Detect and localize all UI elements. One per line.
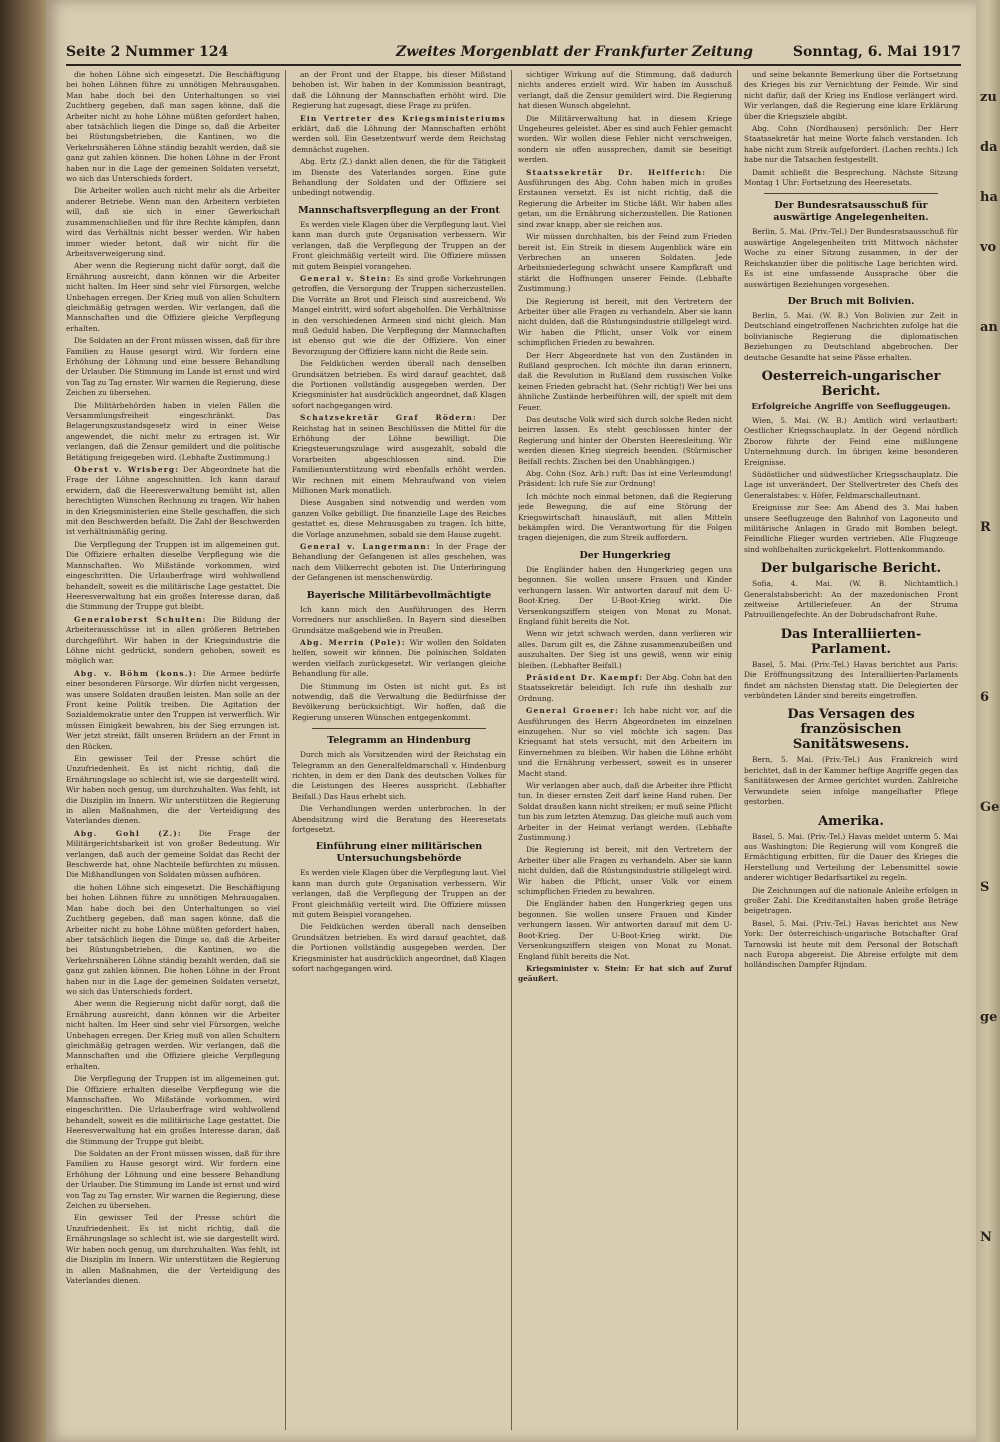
speech xyxy=(518,673,732,704)
speech-text: Die Armee bedürfe einer besonderen Fürsorge. Wir dürfen nicht vergessen, was unsere Soldaten draußen leisten. Man solle an der Front keine Politik treiben. Die Agitation der Sozialdemokratie unter den Truppen ist verwerflich. Wir müssen Einigkeit bewahren, bis der Sieg errungen ist. Wer jetzt streikt, fällt unseren Brüdern an der Front in den Rücken. xyxy=(66,668,280,751)
speech-text: Die Frage der Militärgerichtsbarkeit ist von großer Bedeutung. Wir verlangen, daß auch der gemeine Soldat das Recht der Beschwerde hat, ohne Nachteile befürchten zu müssen. Die Mißhandlungen von Soldaten müssen aufhören. xyxy=(66,828,280,880)
paragraph: Das deutsche Volk wird sich durch solche Reden nicht beirren lassen. Es steht geschlossen hinter der Regierung und hinter der Obersten Heeresleitung. Wir werden diesen Krieg siegreich beenden. (Stürmischer Beifall rechts. Zischen bei den Unabhängigen.) xyxy=(518,415,732,466)
paragraph: Aber wenn die Regierung nicht dafür sorgt, daß die Ernährung ausreicht, dann können wir die Arbeiter nicht halten. Im Heer sind sehr viel Fürsorgen, welche Unbehagen erregen. Der Krieg muß von allen Schultern gleichmäßig getragen werden. Wir verlangen, daß die Mannschaften und die Offiziere gleiche Verpflegung erhalten. xyxy=(66,999,280,1071)
paragraph: Die Engländer haben den Hungerkrieg gegen uns begonnen. Sie wollen unsere Frauen und Kinder verhungern lassen. Wir antworten darauf mit dem U-Boot-Krieg. Der U-Boot-Krieg wirkt. Die Versenkungsziffern steigen von Monat zu Monat. England fühlt bereits die Not. xyxy=(518,564,732,626)
paragraph: Sofia, 4. Mai. (W. B. Nichtamtlich.) Generalstabsbericht: An der mazedonischen Front zeitweise Artilleriefeuer. An der Struma Patrouillengefechte. An der Dobrudschafront Ruhe. xyxy=(744,579,958,620)
section-heading: Der Bruch mit Bolivien. xyxy=(787,295,915,307)
section-heading: Mannschaftsverpflegung an der Front xyxy=(298,204,500,216)
paragraph: Wien, 5. Mai. (W. B.) Amtlich wird verlautbart: Oestlicher Kriegsschauplatz. In der Gegend nördlich Zborow führte der Feind eine mißlungene Unternehmung durch. Im übrigen keine besonderen Ereignisse. xyxy=(744,415,958,467)
speech xyxy=(292,638,506,680)
speech-text: Wir wollen den Soldaten helfen, soweit wir können. Die polnischen Soldaten werden vielfach zurückgesetzt. Wir verlangen gleiche Behandlung für alle. xyxy=(292,637,506,679)
paragraph: Ein gewisser Teil der Presse schürt die Unzufriedenheit. Es ist nicht richtig, daß die Ernährungslage so schlecht ist, wie sie dargestellt wird. Wir haben noch genug, um durchzuhalten. Was fehlt, ist die Disziplin im Innern. Wir unterstützen die Regierung in allen Maßnahmen, die der Verteidigung des Vaterlandes dienen. xyxy=(66,1213,280,1285)
speech-text: Der Abgeordnete hat die Frage der Löhne angeschnitten. Ich kann darauf erwidern, daß die Heeresverwaltung bemüht ist, allen berechtigten Wünschen Rechnung zu tragen. Wir haben in den Kriegsministerien eine Stelle geschaffen, die sich mit den Beschwerden befaßt. Die Zahl der Beschwerden ist verhältnismäßig gering. xyxy=(66,465,280,537)
closing-line: Kriegsminister v. Stein: Er hat sich auf Zuruf geäußert. xyxy=(518,963,732,984)
speaker-name: Staatssekretär Dr. Helfferich: xyxy=(526,167,707,177)
speech-text: erklärt, daß die Löhnung der Mannschaften erhöht werden soll. Ein Gesetzentwurf werde dem Reichstag demnächst zugehen. xyxy=(292,124,506,154)
page-header xyxy=(66,44,961,66)
speech xyxy=(66,829,280,881)
paragraph: Die Regierung ist bereit, mit den Vertretern der Arbeiter über alle Fragen zu verhandeln. Aber sie kann nicht dulden, daß die Rüstungsindustrie stillgelegt wird. Wir haben die Pflicht, unser Volk vor einem schimpflichen Frieden zu bewahren. xyxy=(518,845,732,897)
section-heading: Telegramm an Hindenburg xyxy=(327,735,471,747)
margin-fragment: R xyxy=(980,520,991,535)
column-1 xyxy=(66,70,280,1430)
paragraph: Abg. Ertz (Z.) dankt allen denen, die für die Tätigkeit im Dienste des Vaterlandes sorgen. Eine gute Behandlung der Soldaten und der Offiziere sei unbedingt notwendig. xyxy=(292,157,506,198)
paragraph: Die Regierung ist bereit, mit den Vertretern der Arbeiter über alle Fragen zu verhandeln. Aber sie kann nicht dulden, daß die Rüstungsindustrie stillgelegt wird. Wir haben die Pflicht, unser Volk vor einem schimpflichen Frieden zu bewahren. xyxy=(518,296,732,348)
margin-fragment: Ge xyxy=(980,800,1000,815)
speech xyxy=(66,615,280,667)
margin-fragment: ge xyxy=(980,1010,998,1025)
section-heading: Einführung einer militärischen Untersuchungsbehörde xyxy=(315,841,483,865)
paragraph: Die Zeichnungen auf die nationale Anleihe erfolgen in großer Zahl. Die Kreditanstalten haben große Beträge beigetragen. xyxy=(744,885,958,916)
paragraph: Die Stimmung im Osten ist nicht gut. Es ist notwendig, daß die Verwaltung die Bedürfnisse der Bevölkerung berücksichtigt. Wir hoffen, daß die Regierung unseren Wünschen entgegenkommt. xyxy=(292,681,506,722)
column-3 xyxy=(518,70,732,1430)
margin-fragment: N xyxy=(980,1230,992,1245)
paragraph: Es werden viele Klagen über die Verpflegung laut. Viel kann man durch gute Organisation verbessern. Wir verlangen, daß die Verpflegung der Truppen an der Front gleichmäßig verteilt wird. Die Offiziere müssen mit gutem Beispiel vorangehen. xyxy=(292,219,506,271)
section-heading: Amerika. xyxy=(818,813,884,829)
paragraph: Die Verhandlungen werden unterbrochen. In der Abendsitzung wird die Beratung des Heeresetats fortgesetzt. xyxy=(292,804,506,834)
column-2 xyxy=(292,70,506,1430)
speaker-name: Abg. Gohl (Z.): xyxy=(74,828,182,838)
paragraph: Bern, 5. Mai. (Priv.-Tel.) Aus Frankreich wird berichtet, daß in der Kammer heftige Angriffe gegen das Sanitätswesen der Armee gerichtet wurden. Zahlreiche Verwundete seien infolge mangelhafter Pflege gestorben. xyxy=(744,755,958,807)
speech xyxy=(66,465,280,538)
section-heading: Bayerische Militärbevollmächtigte xyxy=(306,589,492,601)
divider xyxy=(312,728,486,729)
speaker-name: General Groener: xyxy=(526,706,620,716)
paragraph: sichtiger Wirkung auf die Stimmung, daß dadurch nichts anderes erzielt wird. Wir haben im Ausschuß verlangt, daß die Zensur gemildert wird. Die Regierung hat diesen Wunsch abgelehnt. xyxy=(518,70,732,111)
paragraph: und seine bekannte Bemerkung über die Fortsetzung des Krieges bis zur Vernichtung der Feinde. Wir sind nicht dafür, daß der Krieg ins Endlose verlängert wird. Wir verlangen, daß die Regierung eine klare Erklärung über die Kriegsziele abgibt. xyxy=(744,70,958,121)
speaker-name: Generaloberst Schulten: xyxy=(74,614,207,624)
paragraph: Diese Ausgaben sind notwendig und werden vom ganzen Volke gebilligt. Die finanzielle Lage des Reiches gestattet es, diese Mehrausgaben zu tragen. Ich bitte, die Vorlage anzunehmen, sobald sie dem Hause zugeht. xyxy=(292,498,506,539)
speaker-name: Abg. Merrin (Pole): xyxy=(300,637,406,647)
section-heading: Der Bundesratsausschuß für auswärtige Angelegenheiten. xyxy=(773,200,929,224)
book-spine xyxy=(0,0,46,1442)
margin-fragment: zu xyxy=(980,90,997,105)
section-heading: Der bulgarische Bericht. xyxy=(760,561,942,577)
speech-text: Die Ausführungen des Abg. Cohn haben mich in großes Erstaunen versetzt. Es ist nicht richtig, daß die Regierung die Arbeiter im Stiche läßt. Wir haben alles getan, um die Ernährung sicherzustellen. Die Rationen sind zwar knapp, aber sie reichen aus. xyxy=(518,167,732,229)
speaker-name: General v. Stein: xyxy=(300,273,392,283)
speech xyxy=(518,706,732,779)
paragraph: Durch mich als Vorsitzenden wird der Reichstag ein Telegramm an den Generalfeldmarschall v. Hindenburg richten, in dem er den Dank des deutschen Volkes für die Leistungen des Heeres ausspricht. (Lebhafter Beifall.) Das Haus erhebt sich. xyxy=(292,750,506,801)
section-heading: Der Hungerkrieg xyxy=(579,549,671,561)
paragraph: Die Soldaten an der Front müssen wissen, daß für ihre Familien zu Hause gesorgt wird. Wir fordern eine Erhöhung der Löhnung und eine bessere Behandlung der Urlauber. Die Stimmung im Lande ist ernst und wird von Tag zu Tag ernster. Wir warnen die Regierung, diese Zeichen zu übersehen. xyxy=(66,336,280,398)
speech-text: Ich habe nicht vor, auf die Ausführungen des Herrn Abgeordneten im einzelnen einzugehen. Nur so viel möchte ich sagen: Das Kriegsamt hat stets versucht, mit den Arbeitern im Einvernehmen zu bleiben. Wir haben die Löhne erhöht und die Ernährung verbessert, soweit es in unserer Macht stand. xyxy=(518,706,732,778)
speaker-name: Schatzsekretär Graf Rödern: xyxy=(300,413,477,423)
paragraph: Ich kann mich den Ausführungen des Herrn Vorredners nur anschließen. In Bayern sind dieselben Grundsätze maßgebend wie in Preußen. xyxy=(292,604,506,635)
paragraph: Der Herr Abgeordnete hat von den Zuständen in Rußland gesprochen. Ich möchte ihn daran erinnern, daß die Revolution in Rußland dem russischen Volke keinen Frieden gebracht hat. (Sehr richtig!) Wer bei uns ähnliche Zustände herbeiführen will, der spielt mit dem Feuer. xyxy=(518,350,732,412)
speech xyxy=(66,669,280,752)
speech xyxy=(292,413,506,496)
speech-text: Der Abg. Cohn hat den Staatssekretär beleidigt. Ich rufe ihn deshalb zur Ordnung. xyxy=(518,672,732,703)
speech-text: Es sind große Vorkehrungen getroffen, die Versorgung der Truppen sicherzustellen. Die Vorräte an Brot und Fleisch sind ausreichend. Wo Mangel eintritt, wird sofort abgeholfen. Die Verhältnisse in den verschiedenen Armeen sind nicht gleich. Man muß Geduld haben. Die Verpflegung der Mannschaften ist ebenso gut wie die der Offiziere. Von einer Bevorzugung der Offiziere kann nicht die Rede sein. xyxy=(292,273,506,356)
speaker-name: General v. Langermann: xyxy=(300,542,431,552)
paragraph: Berlin, 5. Mai. (W. B.) Von Bolivien zur Zeit in Deutschland eingetroffenen Nachrichten zufolge hat die bolivianische Regierung die diplomatischen Beziehungen zu Deutschland abgebrochen. Der deutsche Gesandte hat seine Pässe erhalten. xyxy=(744,310,958,362)
speech-text: Die Bildung der Arbeiterausschüsse ist in allen größeren Betrieben durchgeführt. Wir haben in der Kriegsindustrie die Löhne nicht gedrückt, sondern gehoben, soweit es möglich war. xyxy=(66,614,280,666)
masthead: Zweites Morgenblatt der Frankfurter Zeitung xyxy=(396,44,753,60)
newspaper-page xyxy=(46,0,976,1442)
paragraph: Die Engländer haben den Hungerkrieg gegen uns begonnen. Sie wollen unsere Frauen und Kinder verhungern lassen. Wir antworten darauf mit dem U-Boot-Krieg. Der U-Boot-Krieg wirkt. Die Versenkungsziffern steigen von Monat zu Monat. England fühlt bereits die Not. xyxy=(518,899,732,961)
margin-fragment: an xyxy=(980,320,998,335)
speaker-name: Oberst v. Wrisberg: xyxy=(74,465,180,475)
margin-fragment: 6 xyxy=(980,690,990,705)
margin-fragment: S xyxy=(980,880,990,895)
speaker-name: Ein Vertreter des Kriegsministeriums xyxy=(300,113,506,123)
column-4 xyxy=(744,70,958,1430)
section-heading: Das Interalliierten-Parlament. xyxy=(780,626,922,657)
paragraph: Wir verlangen aber auch, daß die Arbeiter ihre Pflicht tun. In dieser ernsten Zeit darf keine Hand ruhen. Der Soldat draußen kann nicht streiken; er muß seine Pflicht tun bis zum letzten Atemzug. Das gleiche muß auch vom Arbeiter in der Heimat verlangt werden. (Lebhafte Zustimmung.) xyxy=(518,781,732,843)
paragraph: Damit schließt die Besprechung. Nächste Sitzung Montag 1 Uhr: Fortsetzung des Heeresetats. xyxy=(744,167,958,188)
margin-fragment: vo xyxy=(980,240,997,255)
next-page-edge xyxy=(976,0,1000,1442)
paragraph: die hohen Löhne sich eingesetzt. Die Beschäftigung bei hohen Löhnen führe zu unnötigen Mehrausgaben. Man habe doch bei den Unterhaltungen so viel Zuchtberg gegeben, daß man sagen könne, daß die Arbeiter nicht zu hohe Löhne müßten gefordert haben, aber tatsächlich liegen die Dinge so, daß die Arbeiter bei Rüstungsbetrieben, die Kantinen, wo die Verkehrsnäheren Löhne ständig bezahlt werden, daß sie ganz gut zahlen können. Die hohen Löhne in der Front haben nur in die Lage der gemeinen Soldaten versetzt, wo sich das Unterschieds fordert. xyxy=(66,882,280,996)
paragraph: Berlin, 5. Mai. (Priv.-Tel.) Der Bundesratsausschuß für auswärtige Angelegenheiten tritt Mittwoch nächster Woche zu einer Sitzung zusammen, in der der Reichskanzler über die politische Lage berichten wird. Es ist eine umfassende Aussprache über die auswärtigen Beziehungen vorgesehen. xyxy=(744,227,958,289)
paragraph: Die Verpflegung der Truppen ist im allgemeinen gut. Die Offiziere erhalten dieselbe Verpflegung wie die Mannschaften. Wo Mißstände vorkommen, wird eingeschritten. Die Urlauberfrage wird wohlwollend behandelt, soweit es die militärische Lage gestattet. Die Heeresverwaltung hat ein großes Interesse daran, daß die Stimmung der Truppe gut bleibt. xyxy=(66,539,280,612)
paragraph: Basel, 5. Mai. (Priv.-Tel.) Havas berichtet aus Paris: Die Eröffnungssitzung des Interalliierten-Parlaments findet am nächsten Dienstag statt. Die Delegierten der verbündeten Länder sind bereits eingetroffen. xyxy=(744,659,958,701)
paragraph: die hohen Löhne sich eingesetzt. Die Beschäftigung bei hohen Löhnen führe zu unnötigen Mehrausgaben. Man habe doch bei den Unterhaltungen so viel Zuchtberg gegeben, daß man sagen könne, daß die Arbeiter nicht zu hohe Löhne müßten gefordert haben, aber tatsächlich liegen die Dinge so, daß die Arbeiter bei Rüstungsbetrieben, die Kantinen, wo die Verkehrsnäheren Löhne ständig bezahlt werden, daß sie ganz gut zahlen können. Die hohen Löhne in der Front haben nur in die Lage der gemeinen Soldaten versetzt, wo sich das Unterschieds fordert. xyxy=(66,70,280,184)
speech xyxy=(292,274,506,357)
paragraph: Die Arbeiter wollen auch nicht mehr als die Arbeiter anderer Betriebe. Wenn man den Arbeitern verbieten will, daß sie sich in einer Gewerkschaft zusammenschließen und für ihre Rechte kämpfen, dann wird das Verhältnis nicht besser werden. Wir haben immer wieder betont, daß wir nicht für die Arbeitsverweigerung sind. xyxy=(66,186,280,258)
column-divider xyxy=(511,70,512,1430)
issue-date: Sonntag, 6. Mai 1917 xyxy=(792,44,961,60)
column-divider xyxy=(285,70,286,1430)
paragraph: Die Soldaten an der Front müssen wissen, daß für ihre Familien zu Hause gesorgt wird. Wir fordern eine Erhöhung der Löhnung und eine bessere Behandlung der Urlauber. Die Stimmung im Lande ist ernst und wird von Tag zu Tag ernster. Wir warnen die Regierung, diese Zeichen zu übersehen. xyxy=(66,1149,280,1211)
paragraph: Die Feldküchen werden überall nach denselben Grundsätzen betrieben. Es wird darauf geachtet, daß die Portionen vollständig ausgegeben werden. Der Kriegsminister hat ausdrücklich angeordnet, daß Klagen sofort nachgegangen wird. xyxy=(292,359,506,410)
paragraph: Ein gewisser Teil der Presse schürt die Unzufriedenheit. Es ist nicht richtig, daß die Ernährungslage so schlecht ist, wie sie dargestellt wird. Wir haben noch genug, um durchzuhalten. Was fehlt, ist die Disziplin im Innern. Wir unterstützen die Regierung in allen Maßnahmen, die der Verteidigung des Vaterlandes dienen. xyxy=(66,754,280,826)
paragraph: Die Militärbehörden haben in vielen Fällen die Versammlungsfreiheit eingeschränkt. Das Belagerungszustandsgesetz wird in einer Weise angewendet, die nicht mehr zu ertragen ist. Wir verlangen, daß die Zensur gemildert und die politische Betätigung freigegeben wird. (Lebhafte Zustimmung.) xyxy=(66,400,280,462)
column-divider xyxy=(737,70,738,1430)
subheading: Erfolgreiche Angriffe von Seefluggeugen. xyxy=(751,401,951,412)
paragraph: Die Militärverwaltung hat in diesem Kriege Ungeheures geleistet. Aber es sind auch Fehler gemacht worden. Wir wollen diese Fehler nicht verschweigen, sondern sie offen aussprechen, damit sie beseitigt werden. xyxy=(518,113,732,165)
margin-fragment: ha xyxy=(980,190,998,205)
paragraph: Es werden viele Klagen über die Verpflegung laut. Viel kann man durch gute Organisation verbessern. Wir verlangen, daß die Verpflegung der Truppen an der Front gleichmäßig verteilt wird. Die Offiziere müssen mit gutem Beispiel vorangehen. xyxy=(292,868,506,920)
paragraph: Basel, 5. Mai. (Priv.-Tel.) Havas berichtet aus New York: Der österreichisch-ungarische Botschafter Graf Tarnowski ist heute mit dem Personal der Botschaft nach Europa abgereist. Die Abreise erfolgte mit dem holländischen Dampfer Rijndam. xyxy=(744,918,958,970)
paragraph: Wir müssen durchhalten, bis der Feind zum Frieden bereit ist. Ein Streik in diesem Augenblick wäre ein Verbrechen an unseren Soldaten. Jede Arbeitsniederlegung schwächt unsere Kampfkraft und stärkt die Hoffnungen unserer Feinde. (Lebhafte Zustimmung.) xyxy=(518,232,732,294)
paragraph: Ich möchte noch einmal betonen, daß die Regierung jede Bewegung, die auf eine Störung der Kriegswirtschaft hinausläuft, mit allen Mitteln bekämpfen wird. Die Verantwortung für die Folgen tragen diejenigen, die zum Streik auffordern. xyxy=(518,491,732,543)
paragraph: Abg. Cohn (Nordhausen) persönlich: Der Herr Staatssekretär hat meine Worte falsch verstanden. Ich habe nicht zum Streik aufgefordert. (Lachen rechts.) Ich habe nur die Tatsachen festgestellt. xyxy=(744,124,958,165)
page-number: Seite 2 Nummer 124 xyxy=(66,44,229,60)
paragraph: an der Front und der Etappe, bis dieser Mißstand behoben ist. Wir haben in der Kommission beantragt, daß die Löhnung der Mannschaften erhöht wird. Die Regierung hat zugesagt, diese Frage zu prüfen. xyxy=(292,70,506,111)
speech-text: Der Reichstag hat in seinen Beschlüssen die Mittel für die Erhöhung der Löhne bewilligt. Die Kriegsteuerungszulage wird ausgezahlt, sobald die Vorarbeiten abgeschlossen sind. Die Familienunterstützung wird ebenfalls erhöht werden. Wir rechnen mit einem Mehraufwand von vielen Millionen Mark monatlich. xyxy=(292,413,506,496)
paragraph: Die Feldküchen werden überall nach denselben Grundsätzen betrieben. Es wird darauf geachtet, daß die Portionen vollständig ausgegeben werden. Der Kriegsminister hat ausdrücklich angeordnet, daß Klagen sofort nachgegangen wird. xyxy=(292,922,506,974)
section-heading: Oesterreich-ungarischer Bericht. xyxy=(761,368,941,399)
speech xyxy=(292,114,506,156)
paragraph: Basel, 5. Mai. (Priv.-Tel.) Havas meldet unterm 5. Mai aus Washington: Die Regierung will vom Kongreß die Ermächtigung erbitten, für die Dauer des Krieges die Herstellung und Verteilung der Lebensmittel sowie anderer wichtiger Bedarfsartikel zu regeln. xyxy=(744,831,958,883)
paragraph: Ereignisse zur See: Am Abend des 3. Mai haben unsere Seeflugzeuge den Bahnhof von Lagoneuto und militärische Anlagen in Grado mit Bomben belegt. Feindliche Flieger wurden vertrieben. Alle Flugzeuge sind wohlbehalten zurückgekehrt. Flottenkommando. xyxy=(744,503,958,554)
speaker-name: Präsident Dr. Kaempf: xyxy=(526,672,644,682)
paragraph: Abg. Cohn (Soz. Arb.) ruft: Das ist eine Verleumdung! Präsident: Ich rufe Sie zur Ordnung! xyxy=(518,469,732,489)
paragraph: Südöstlicher und südwestlicher Kriegsschauplatz. Die Lage ist unverändert. Der Stellvertreter des Chefs des Generalstabes: v. Höfer, Feldmarschalleutnant. xyxy=(744,469,958,500)
paragraph: Die Verpflegung der Truppen ist im allgemeinen gut. Die Offiziere erhalten dieselbe Verpflegung wie die Mannschaften. Wo Mißstände vorkommen, wird eingeschritten. Die Urlauberfrage wird wohlwollend behandelt, soweit es die militärische Lage gestattet. Die Heeresverwaltung hat ein großes Interesse daran, daß die Stimmung der Truppe gut bleibt. xyxy=(66,1074,280,1146)
speech xyxy=(292,542,506,584)
paragraph: Wenn wir jetzt schwach werden, dann verlieren wir alles. Darum gilt es, die Zähne zusammenzubeißen und auszuhalten. Der Sieg ist uns gewiß, wenn wir einig bleiben. (Lebhafter Beifall.) xyxy=(518,629,732,670)
section-heading: Das Versagen des französischen Sanitätswesens. xyxy=(787,707,915,753)
speech-text: In der Frage der Behandlung der Gefangenen ist alles geschehen, was nach dem Völkerrecht geboten ist. Die Unterbringung der Gefangenen ist menschenwürdig. xyxy=(292,542,506,583)
speech xyxy=(518,168,732,230)
margin-fragment: da xyxy=(980,140,998,155)
paragraph: Aber wenn die Regierung nicht dafür sorgt, daß die Ernährung ausreicht, dann können wir die Arbeiter nicht halten. Im Heer sind sehr viel Fürsorgen, welche Unbehagen erregen. Der Krieg muß von allen Schultern gleichmäßig getragen werden. Wir verlangen, daß die Mannschaften und die Offiziere gleiche Verpflegung erhalten. xyxy=(66,261,280,333)
divider xyxy=(764,193,938,194)
speaker-name: Abg. v. Böhm (kons.): xyxy=(74,668,198,678)
